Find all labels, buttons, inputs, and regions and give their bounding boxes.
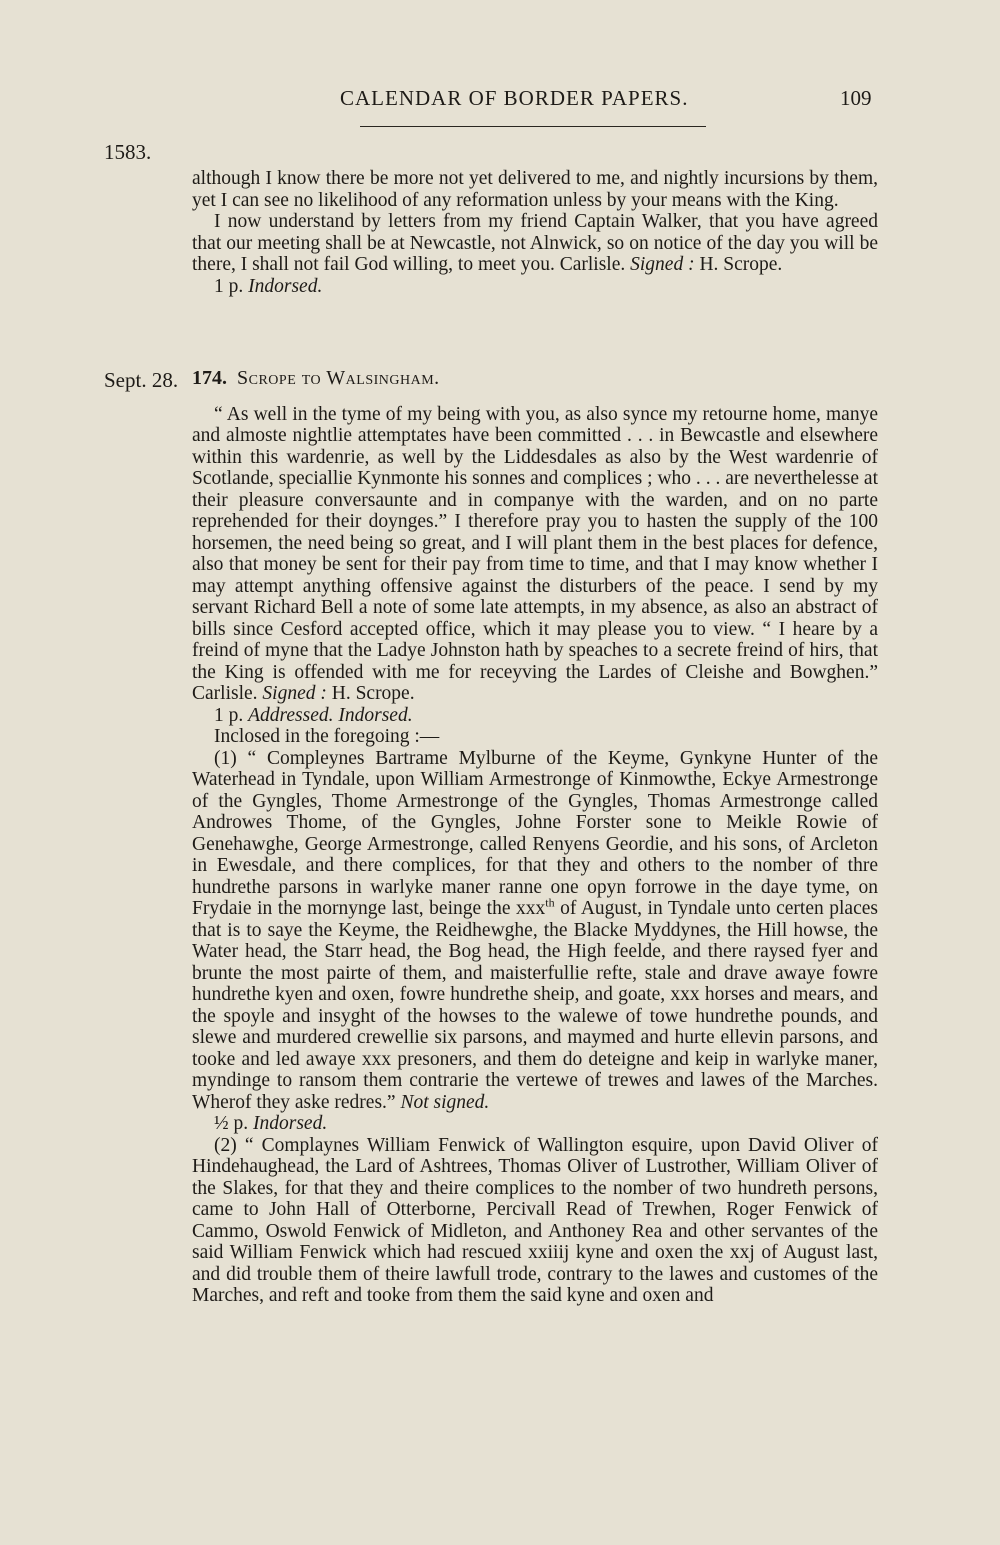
- running-title: CALENDAR OF BORDER PAPERS.: [340, 86, 689, 110]
- page-count: ½ p.: [214, 1113, 249, 1134]
- endorsement: Indorsed.: [253, 1113, 328, 1134]
- page-count: 1 p.: [214, 704, 244, 726]
- letter-text: [192, 404, 878, 705]
- entry-title: Scrope to Walsingham.: [237, 367, 440, 389]
- signed-label: Signed :: [262, 683, 327, 704]
- enclosure-2: (2) “ Complaynes William Fenwick of Wallington esquire, upon David Oliver of Hindehaughead, the Lard of Ashtrees, Thomas Oliver of Lustrother, William Oliver of the Slakes, for that they and theire complices to the nomber of two hundreth persons, came to John Hall of Otterborne, Percivall Read of Trewhen, Roger Fenwick of Cammo, Oswold Fenwick of Midleton, and Anthoney Rea and other servantes of the said William Fenwick which had rescued xxiiij kyne and oxen the xxj of August last, and did trouble them of theire lawfull trode, contrary to the lawes and customes of the Marches, and reft and tooke from them the said kyne and oxen and: [192, 1134, 878, 1306]
- enclosure-1: [192, 748, 878, 1114]
- paragraph-text: (1) “ Compleynes Bartrame Mylburne of the Keyme, Gynkyne Hunter of the Waterhead in Tyndale, upon William Armestronge of Kinmowthe, Eckye Armestronge of the Gyngles, Thome Armestronge of the Gyngles, Thomas Armestronge called Androwes Thome, of the Gyngles, Johne Forster sone to Meikle Rowie of Genehawghe, George Armestronge, called Renyens Geordie, and his sons, of Arcleton in Ewesdale, and there complices, for that they and others to the nomber of thre hundrethe parsons in warlyke maner ranne one opyn forrowe in the daye tyme, on Frydaie in the mornynge last, beinge the xxx: [192, 747, 878, 919]
- entry-number: 174.: [192, 367, 227, 389]
- paragraph-text: I now understand by letters from my friend Captain Walker, that you have agreed that our meeting shall be at Newcastle, not Alnwick, so on notice of the day you will be there, I shall not fail God willing, to meet you. Carlisle.: [192, 211, 878, 275]
- endorsement-note: [214, 276, 878, 298]
- paragraph: [192, 211, 878, 276]
- endorsement-note: [214, 1113, 878, 1135]
- enclosure-label: Inclosed in the foregoing :—: [214, 726, 440, 747]
- signatory: H. Scrope.: [331, 683, 415, 704]
- signatory: H. Scrope.: [699, 254, 783, 275]
- header-rule: [360, 126, 706, 127]
- paragraph: although I know there be more not yet delivered to me, and nightly incursions by them, yet I can see no likelihood of any reformation unless by your means with the King.: [192, 168, 878, 211]
- previous-entry: [192, 168, 878, 297]
- margin-year: 1583.: [104, 140, 152, 164]
- entry-174: [192, 368, 878, 1307]
- ordinal-suffix: th: [545, 895, 555, 910]
- page-number: 109: [840, 86, 872, 110]
- not-signed: Not signed.: [400, 1091, 490, 1113]
- running-header: [0, 86, 1000, 118]
- endorsement-note: [214, 705, 878, 727]
- paragraph-text: “ As well in the tyme of my being with you, as also synce my retourne home, manye and almoste nightlie attemptates have been committed . . . in Bewcastle and elsewhere within this wardenrie, as well by the Liddesdales as also by the West wardenrie of Scotlande, speciallie Kynmonte his sonnes and complices ; who . . . are neverthelesse at their pleasure conversaunte and in companye with the warden, and on no parte reprehended for their doynges.” I therefore pray you to hasten the supply of the 100 horsemen, the need being so great, and I will plant them in the best places for defence, also that money be sent for their pay from time to time, and that I may know whether I may attempt anything offensive against the disturbers of the peace. I send by my servant Richard Bell a note of some late attempts, in my absence, as also an abstract of bills since Cesford accepted office, which it may please you to view. “ I heare by a freind of myne that the Ladye Johnston hath by speaches to a secrete freind of hirs, that the King is offended with me for receyving the Lardes of Cleishe and Bowghen.” Carlisle.: [192, 403, 878, 704]
- endorsement: Indorsed.: [248, 275, 323, 297]
- margin-date: Sept. 28.: [104, 368, 179, 392]
- endorsement: Indorsed.: [338, 704, 413, 726]
- paragraph-text: of August, in Tyndale unto certen places that is to saye the Keyme, the Reidhewghe, the Blacke Myddynes, the Hill howse, the Water head, the Starr head, the Bog head, the High feelde, and there raysed fyer and brunte the most pairte of them, and maisterfullie refte, stale and drave awaye fowre hundrethe kyen and oxen, fowre hundrethe sheip, and goate, xxx horses and mears, and the spoyle and insyght of the howses to the walewe of towe hundrethe pounds, and slewe and murdered crewellie six parsons, and maymed and hurte ellevin parsons, and tooke and led awaye xxx presoners, and them do deteigne and keip in warlyke maner, myndinge to ransom them contrarie the vertewe of trewes and lawes of the Marches. Wherof they aske redres.”: [192, 898, 878, 1113]
- entry-heading: [192, 368, 878, 390]
- address-note: Addressed.: [248, 704, 334, 726]
- signed-label: Signed :: [630, 254, 695, 275]
- page-count: 1 p.: [214, 275, 244, 297]
